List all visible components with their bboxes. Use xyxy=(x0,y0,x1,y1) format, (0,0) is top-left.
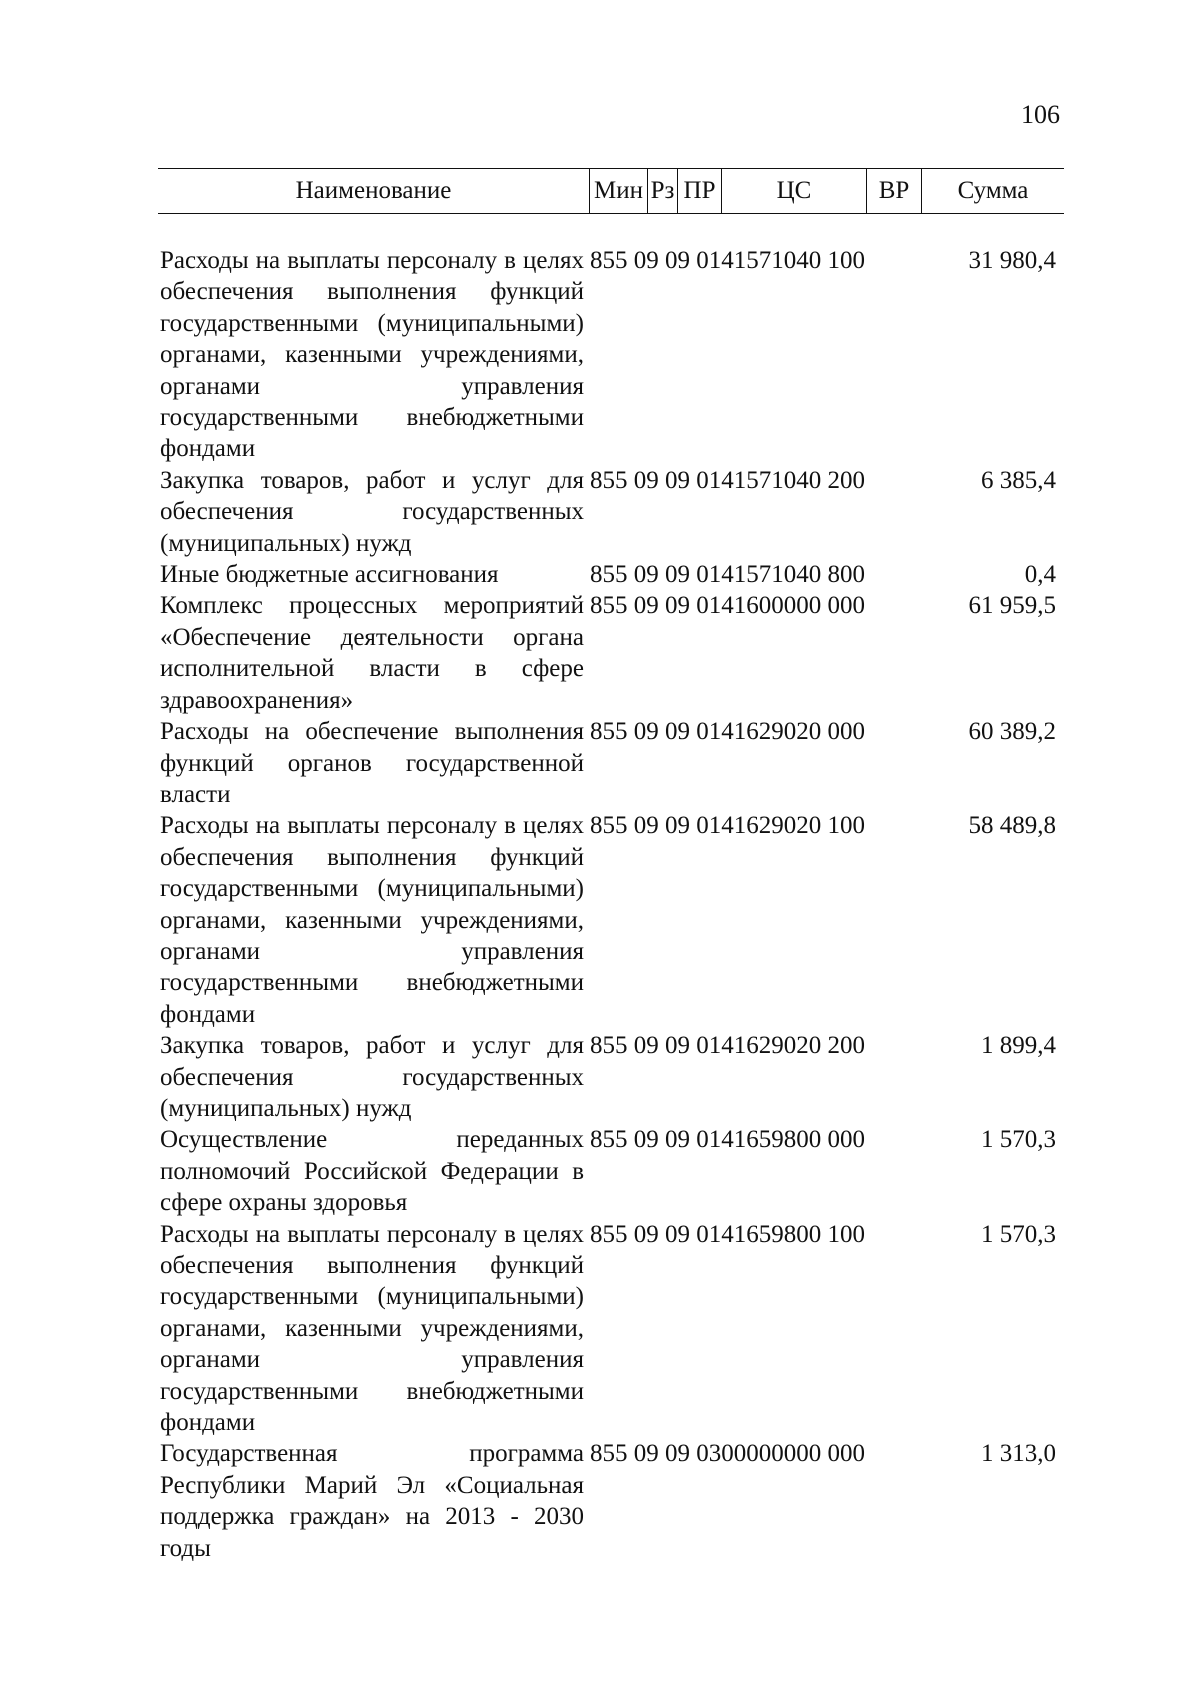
table-row xyxy=(160,716,1066,810)
row-sum: 1 570,3 xyxy=(981,1220,1056,1248)
row-codes: 855 09 09 0300000000 000 xyxy=(590,1440,865,1468)
row-sum: 0,4 xyxy=(1024,561,1056,589)
row-name: Осуществление переданных полномочий Российской Федерации в сфере охраны здоровья xyxy=(160,1126,584,1217)
table-row xyxy=(160,1124,1066,1218)
header-vr: ВР xyxy=(867,169,922,213)
row-codes: 855 09 09 0141571040 100 xyxy=(590,247,865,274)
row-codes: 855 09 09 0141571040 200 xyxy=(590,466,865,494)
header-cs: ЦС xyxy=(722,169,867,213)
row-sum: 31 980,4 xyxy=(968,247,1056,274)
row-codes: 855 09 09 0141600000 000 xyxy=(590,592,865,620)
row-name: Расходы на выплаты персоналу в целях обеспечения выполнения функций государственными (муниципальными) органами, казенными учреждениями, органами управления государственными внебюджетными фондами xyxy=(160,812,584,1028)
row-codes: 855 09 09 0141629020 100 xyxy=(590,812,865,840)
row-sum: 1 313,0 xyxy=(981,1440,1056,1468)
row-name: Комплекс процессных мероприятий «Обеспечение деятельности органа исполнительной власти в сфере здравоохранения» xyxy=(160,592,584,714)
row-sum: 60 389,2 xyxy=(968,718,1056,746)
row-codes: 855 09 09 0141629020 200 xyxy=(590,1032,865,1060)
row-sum: 1 570,3 xyxy=(981,1126,1056,1154)
table-row xyxy=(160,1219,1066,1439)
row-name: Расходы на обеспечение выполнения функций органов государственной власти xyxy=(160,718,584,808)
table-row xyxy=(160,245,1066,465)
row-name: Иные бюджетные ассигнования xyxy=(160,561,499,589)
row-name: Закупка товаров, работ и услуг для обеспечения государственных (муниципальных) нужд xyxy=(160,1032,584,1122)
row-name: Расходы на выплаты персоналу в целях обеспечения выполнения функций государственными (муниципальными) органами, казенными учреждениями, органами управления государственными внебюджетными фондами xyxy=(160,247,584,463)
table-row xyxy=(160,465,1066,559)
header-min: Мин xyxy=(590,169,648,213)
row-codes: 855 09 09 0141629020 000 xyxy=(590,718,865,746)
header-name: Наименование xyxy=(158,169,590,213)
row-codes: 855 09 09 0141571040 800 xyxy=(590,561,865,589)
row-name: Государственная программа Республики Марий Эл «Социальная поддержка граждан» на 2013 - 2030 годы xyxy=(160,1440,584,1562)
row-name: Расходы на выплаты персоналу в целях обеспечения выполнения функций государственными (муниципальными) органами, казенными учреждениями, органами управления государственными внебюджетными фондами xyxy=(160,1220,584,1437)
header-sum: Сумма xyxy=(957,177,1029,204)
table-row xyxy=(160,1030,1066,1124)
row-sum: 61 959,5 xyxy=(968,592,1056,620)
header-rz: Рз xyxy=(648,169,678,213)
table-header xyxy=(158,168,1064,214)
row-codes: 855 09 09 0141659800 100 xyxy=(590,1220,865,1248)
row-sum: 1 899,4 xyxy=(981,1032,1056,1060)
page-number: 106 xyxy=(1021,100,1060,129)
row-sum: 6 385,4 xyxy=(981,466,1056,494)
row-name: Закупка товаров, работ и услуг для обеспечения государственных (муниципальных) нужд xyxy=(160,466,584,557)
table-row xyxy=(160,1438,1066,1564)
header-pr: ПР xyxy=(678,169,722,213)
table-row xyxy=(160,590,1066,716)
table-body xyxy=(160,245,1066,1564)
table-row xyxy=(160,810,1066,1030)
table-row xyxy=(160,559,1066,590)
row-sum: 58 489,8 xyxy=(968,812,1056,840)
row-codes: 855 09 09 0141659800 000 xyxy=(590,1126,865,1154)
